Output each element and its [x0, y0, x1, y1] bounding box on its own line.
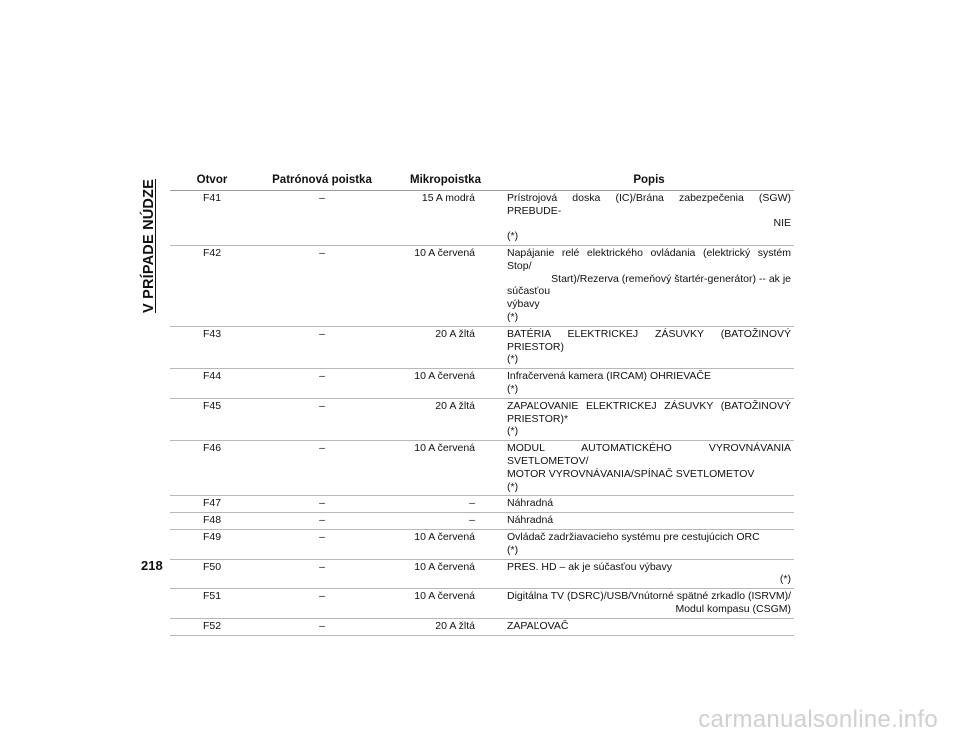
- cell-patronova-poistka: –: [254, 589, 390, 619]
- popis-line: MOTOR VYROVNÁVANIA/SPÍNAČ SVETLOMETOV: [507, 467, 755, 480]
- popis-line: NIE: [773, 217, 791, 230]
- popis-line: BATÉRIA ELEKTRICKEJ ZÁSUVKY (BATOŽINOVÝ PRIESTOR): [507, 327, 791, 353]
- table-row: [170, 326, 794, 368]
- popis-line: výbavy: [507, 298, 540, 311]
- header-mikropoistka: Mikropoistka: [390, 172, 501, 190]
- cell-popis: [501, 529, 794, 559]
- table-body: [170, 190, 794, 635]
- table-row: [170, 190, 794, 245]
- section-title-text: V PRÍPADE NÚDZE: [141, 178, 157, 313]
- cell-otvor: F51: [170, 589, 254, 619]
- cell-patronova-poistka: –: [254, 441, 390, 496]
- watermark: carmanualsonline.info: [698, 706, 938, 733]
- cell-mikropoistka: 10 A červená: [390, 441, 501, 496]
- fuse-table: [170, 172, 794, 636]
- header-otvor: Otvor: [170, 172, 254, 190]
- popis-line: MODUL AUTOMATICKÉHO VYROVNÁVANIA SVETLOMETOV/: [507, 442, 791, 467]
- cell-otvor: F50: [170, 559, 254, 589]
- cell-otvor: F48: [170, 513, 254, 530]
- cell-popis: [501, 398, 794, 440]
- popis-line: (*): [507, 543, 519, 556]
- cell-mikropoistka: 10 A červená: [390, 529, 501, 559]
- cell-mikropoistka: 15 A modrá: [390, 190, 501, 245]
- cell-mikropoistka: 10 A červená: [390, 245, 501, 326]
- cell-mikropoistka: –: [390, 496, 501, 513]
- cell-mikropoistka: 10 A červená: [390, 369, 501, 399]
- popis-line: Infračervená kamera (IRCAM) OHRIEVAČE: [507, 370, 712, 383]
- popis-line: (*): [507, 480, 519, 493]
- popis-line: (*): [779, 573, 791, 586]
- cell-otvor: F43: [170, 326, 254, 368]
- popis-line: ZAPAĽOVAČ: [507, 619, 569, 632]
- cell-patronova-poistka: –: [254, 245, 390, 326]
- cell-popis: [501, 326, 794, 368]
- cell-otvor: F52: [170, 618, 254, 635]
- popis-line: (*): [507, 425, 519, 438]
- cell-otvor: F42: [170, 245, 254, 326]
- table-row: [170, 559, 794, 589]
- cell-popis: [501, 618, 794, 635]
- popis-line: PRIESTOR)*: [507, 412, 569, 425]
- popis-line: (*): [507, 353, 519, 366]
- popis-line: Náhradná: [507, 514, 554, 527]
- cell-otvor: F46: [170, 441, 254, 496]
- cell-mikropoistka: 20 A žltá: [390, 326, 501, 368]
- table-row: [170, 369, 794, 399]
- popis-line: PRES. HD – ak je súčasťou výbavy: [507, 560, 673, 573]
- table-row: [170, 245, 794, 326]
- cell-otvor: F47: [170, 496, 254, 513]
- cell-mikropoistka: 20 A žltá: [390, 618, 501, 635]
- cell-mikropoistka: 10 A červená: [390, 559, 501, 589]
- cell-popis: [501, 559, 794, 589]
- page-number: 218: [141, 558, 163, 573]
- table-header-row: [170, 172, 794, 190]
- cell-patronova-poistka: –: [254, 529, 390, 559]
- section-title: [138, 168, 160, 323]
- cell-otvor: F41: [170, 190, 254, 245]
- cell-patronova-poistka: –: [254, 496, 390, 513]
- cell-popis: [501, 496, 794, 513]
- cell-patronova-poistka: –: [254, 559, 390, 589]
- table-row: [170, 589, 794, 619]
- cell-otvor: F49: [170, 529, 254, 559]
- popis-line: ZAPAĽOVANIE ELEKTRICKEJ ZÁSUVKY (BATOŽINOVÝ: [507, 399, 791, 412]
- table-row: [170, 513, 794, 530]
- cell-popis: [501, 369, 794, 399]
- cell-patronova-poistka: –: [254, 398, 390, 440]
- cell-popis: [501, 245, 794, 326]
- popis-line: Start)/Rezerva (remeňový štartér-generátor) -- ak je súčasťou: [507, 272, 791, 298]
- cell-popis: [501, 589, 794, 619]
- cell-patronova-poistka: –: [254, 326, 390, 368]
- cell-otvor: F44: [170, 369, 254, 399]
- cell-patronova-poistka: –: [254, 513, 390, 530]
- cell-mikropoistka: 10 A červená: [390, 589, 501, 619]
- header-patronova-poistka: Patrónová poistka: [254, 172, 390, 190]
- cell-patronova-poistka: –: [254, 190, 390, 245]
- cell-otvor: F45: [170, 398, 254, 440]
- popis-line: (*): [507, 382, 519, 395]
- cell-patronova-poistka: –: [254, 618, 390, 635]
- cell-mikropoistka: 20 A žltá: [390, 398, 501, 440]
- popis-line: Napájanie relé elektrického ovládania (elektrický systém Stop/: [507, 246, 791, 272]
- popis-line: (*): [507, 310, 519, 323]
- popis-line: (*): [507, 230, 519, 243]
- table-row: [170, 496, 794, 513]
- cell-popis: [501, 513, 794, 530]
- popis-line: Modul kompasu (CSGM): [675, 602, 791, 615]
- cell-popis: [501, 190, 794, 245]
- popis-line: Ovládač zadržiavacieho systému pre cestujúcich ORC: [507, 530, 760, 543]
- table-row: [170, 398, 794, 440]
- table-row: [170, 618, 794, 635]
- cell-popis: [501, 441, 794, 496]
- cell-patronova-poistka: –: [254, 369, 390, 399]
- header-popis: Popis: [501, 172, 794, 190]
- popis-line: Digitálna TV (DSRC)/USB/Vnútorné spätné zrkadlo (ISRVM)/: [507, 590, 791, 603]
- popis-line: Náhradná: [507, 497, 554, 510]
- table-row: [170, 529, 794, 559]
- popis-line: Prístrojová doska (IC)/Brána zabezpečenia (SGW) PREBUDE-: [507, 191, 791, 217]
- table-row: [170, 441, 794, 496]
- cell-mikropoistka: –: [390, 513, 501, 530]
